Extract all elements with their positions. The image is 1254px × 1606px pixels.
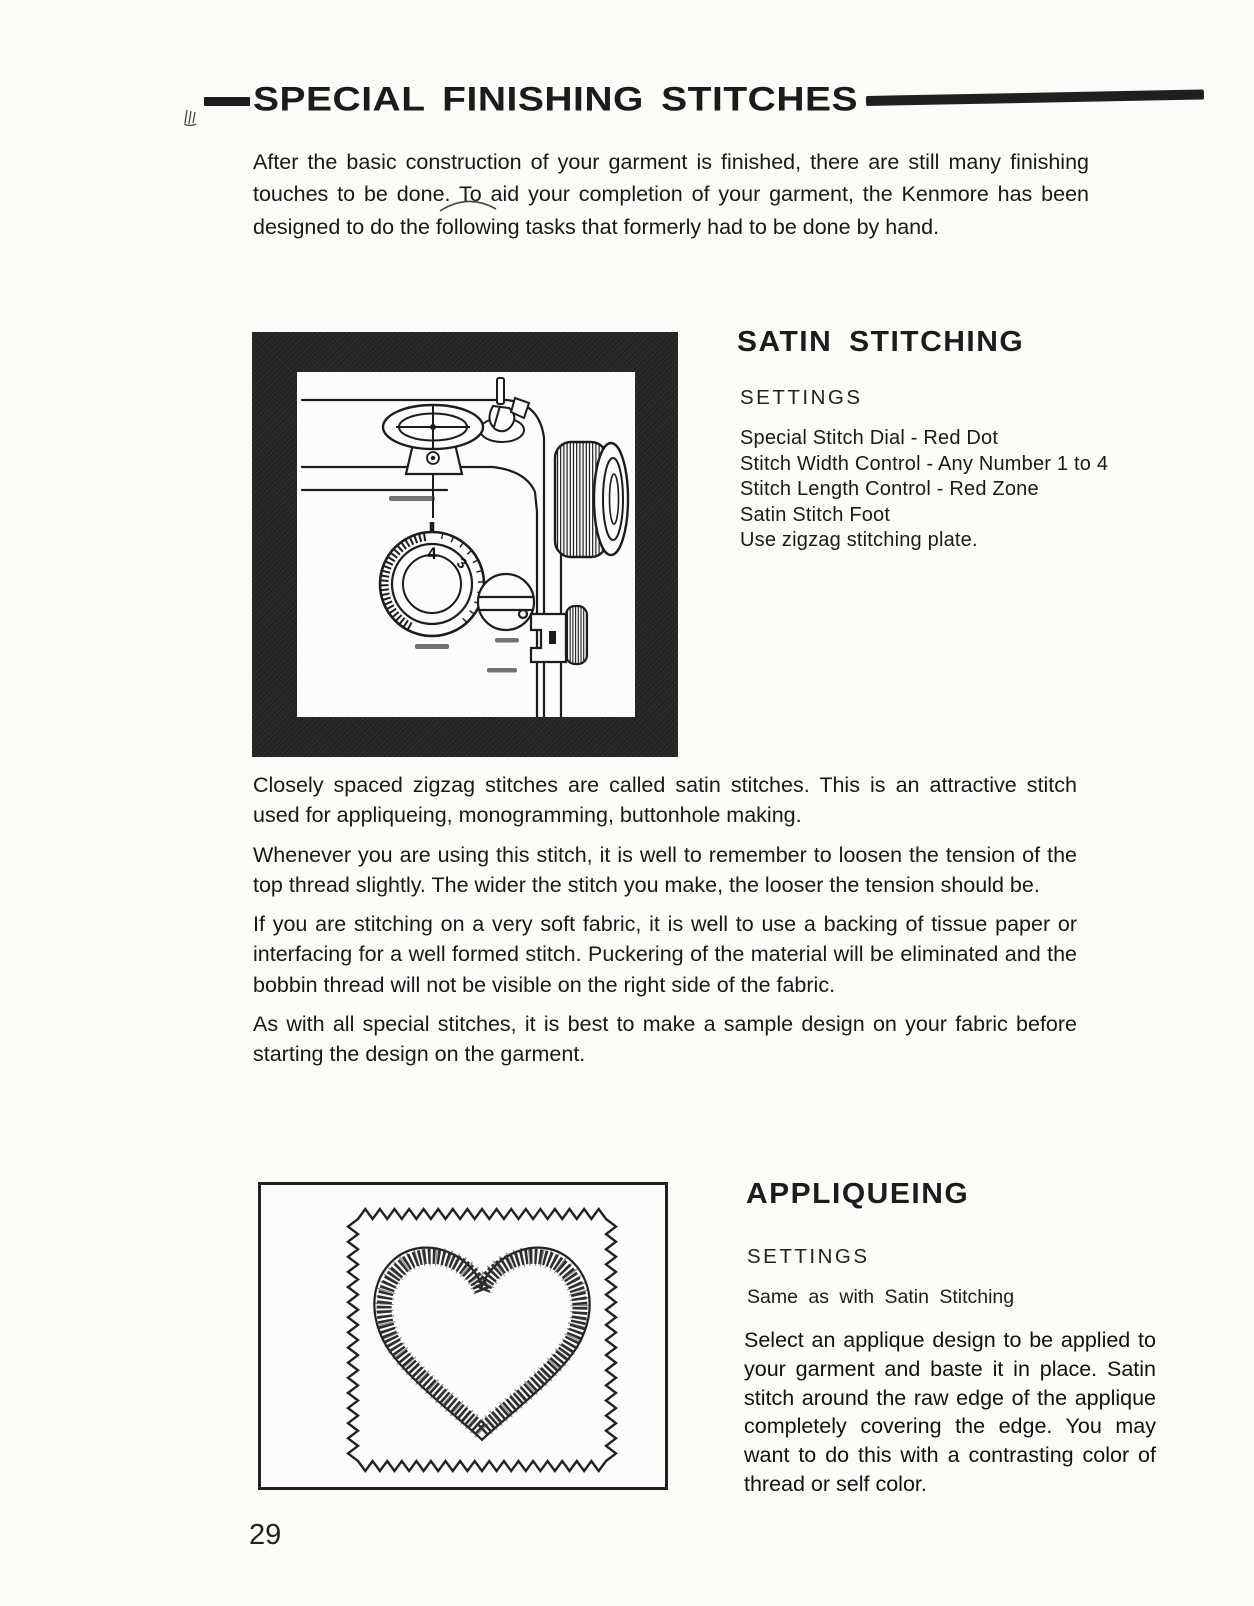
page-header [186, 80, 1204, 128]
sewing-machine-illustration [297, 372, 635, 717]
setting-item: Stitch Width Control - Any Number 1 to 4 [740, 452, 1109, 475]
heart-applique-illustration [261, 1185, 665, 1487]
body-paragraph: If you are stitching on a very soft fabric, it is well to use a backing of tissue paper or interfacing for a well formed stitch. Puckering of the material will be eliminated and the bobbin thread will not be visible on the right side of the fabric. [253, 912, 1077, 997]
heart-figure-frame [258, 1182, 668, 1490]
balance-wheel-icon [555, 442, 628, 557]
applique-body: Select an applique design to be applied to your garment and baste it in place. Satin stitch around the raw edge of the applique completely covering the edge. You may want to do this with a contrasting color of thread or self color. [744, 1328, 1156, 1496]
stitch-width-dial-icon [383, 405, 483, 518]
stitch-length-dial-icon [380, 522, 484, 636]
satin-settings-list [740, 426, 1108, 554]
machine-figure-frame [252, 332, 678, 757]
page-title: SPECIAL FINISHING STITCHES [253, 80, 859, 119]
title-leading-dash [204, 97, 250, 106]
tension-knob-icon [478, 574, 534, 630]
satin-settings-label: SETTINGS [740, 386, 863, 409]
pen-arc-mark-icon [438, 198, 498, 214]
applique-heading: APPLIQUEING [746, 1178, 970, 1210]
body-paragraph: Whenever you are using this stitch, it is well to remember to loosen the tension of the top thread slightly. The wider the stitch you make, the looser the tension should be. [253, 842, 1077, 897]
applique-settings-label: SETTINGS [747, 1245, 870, 1268]
satin-heading: SATIN STITCHING [737, 326, 1025, 358]
dial-number-3: 3 [453, 554, 470, 573]
sewing-machine-drawing-icon [297, 372, 635, 717]
bobbin-winder-icon [531, 606, 587, 664]
page-number: 29 [249, 1519, 282, 1551]
pen-mark-icon [182, 104, 200, 126]
applique-settings-note: Same as with Satin Stitching [747, 1286, 1015, 1308]
setting-item: Use zigzag stitching plate. [740, 529, 978, 552]
setting-item: Special Stitch Dial - Red Dot [740, 427, 999, 449]
setting-item: Satin Stitch Foot [740, 503, 891, 526]
dial-number-4: 4 [427, 544, 437, 563]
intro-paragraph: After the basic construction of your garment is finished, there are still many finishing touches to be done. To aid your completion of your garment, the Kenmore has been designed to do the following tasks that formerly had to be done by hand. [253, 150, 1089, 239]
body-paragraph: Closely spaced zigzag stitches are called satin stitches. This is an attractive stitch used for appliqueing, monogramming, buttonhole making. [253, 773, 1077, 828]
spool-pin-icon [480, 378, 529, 442]
body-paragraphs [253, 770, 1077, 1079]
setting-item: Stitch Length Control - Red Zone [740, 478, 1039, 501]
title-rule [866, 90, 1204, 106]
body-paragraph: As with all special stitches, it is best to make a sample design on your fabric before starting the design on the garment. [253, 1012, 1077, 1067]
